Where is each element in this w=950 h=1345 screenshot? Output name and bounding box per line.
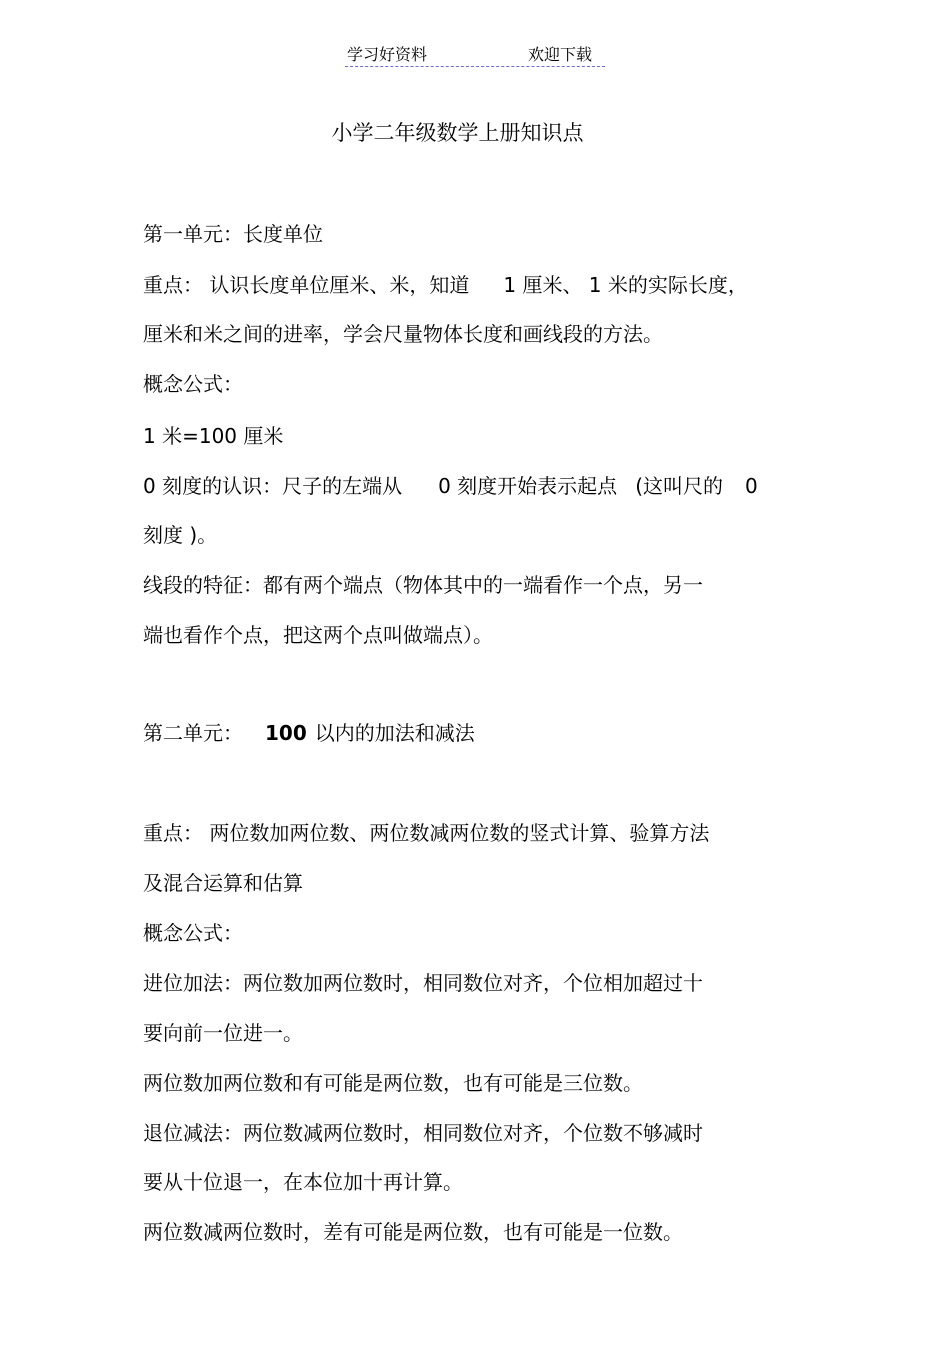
- document-title: 小学二年级数学上册知识点: [331, 121, 584, 145]
- unit2-heading: [143, 717, 475, 746]
- unit2-borrow-line1: 退位减法：两位数减两位数时，相同数位对齐，个位数不够减时: [143, 1121, 703, 1145]
- unit1-zero-line1: [143, 470, 758, 499]
- zero-part-d: 0: [745, 474, 758, 498]
- zero-part-a: 0 刻度的认识：尺子的左端从: [143, 474, 403, 498]
- unit2-heading-part-a: 第二单元：: [143, 721, 243, 745]
- unit2-keypoint-line2: 及混合运算和估算: [143, 871, 303, 895]
- page-header: [345, 40, 605, 67]
- unit2-heading-number: 100: [265, 721, 307, 745]
- unit1-segment-line1: 线段的特征：都有两个端点（物体其中的一端看作一个点，另一: [143, 573, 703, 597]
- unit2-heading-part-b: 以内的加法和减法: [314, 721, 475, 745]
- unit1-keypoint-part-a: 重点： 认识长度单位厘米、米，知道: [143, 273, 470, 297]
- unit2-sum-line: 两位数加两位数和有可能是两位数，也有可能是三位数。: [143, 1071, 643, 1095]
- unit2-carry-line1: 进位加法：两位数加两位数时，相同数位对齐，个位相加超过十: [143, 971, 703, 995]
- unit1-heading: 第一单元：长度单位: [143, 222, 323, 246]
- unit1-formula: 1 米=100 厘米: [143, 424, 284, 448]
- header-right-text: 欢迎下载: [528, 45, 593, 64]
- unit2-carry-line2: 要向前一位进一。: [143, 1021, 303, 1045]
- unit1-keypoint-part-b: 1 厘米、 1 米的实际长度，: [503, 273, 748, 297]
- unit2-diff-line: 两位数减两位数时，差有可能是两位数，也有可能是一位数。: [143, 1220, 683, 1244]
- unit1-keypoint-line2: 厘米和米之间的进率，学会尺量物体长度和画线段的方法。: [143, 322, 663, 346]
- unit2-keypoint-line1: 重点： 两位数加两位数、两位数减两位数的竖式计算、验算方法: [143, 821, 710, 845]
- zero-part-c: (这叫尺的: [635, 474, 723, 498]
- unit1-concept-label: 概念公式：: [143, 372, 243, 396]
- unit2-borrow-line2: 要从十位退一，在本位加十再计算。: [143, 1170, 463, 1194]
- header-left-text: 学习好资料: [347, 45, 428, 64]
- unit1-zero-line2: 刻度 )。: [143, 523, 218, 547]
- unit1-segment-line2: 端也看作个点，把这两个点叫做端点）。: [143, 623, 493, 647]
- zero-part-b: 0 刻度开始表示起点: [438, 474, 618, 498]
- unit2-concept-label: 概念公式：: [143, 921, 243, 945]
- unit1-keypoint-line1: [143, 269, 748, 298]
